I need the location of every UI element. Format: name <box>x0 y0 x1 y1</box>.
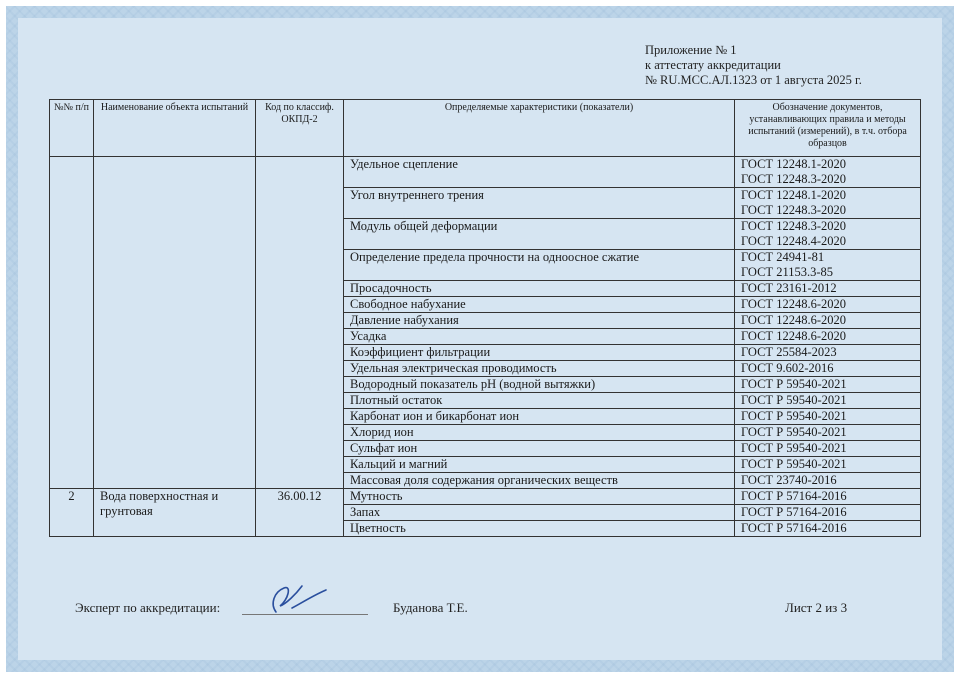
document-ref: ГОСТ Р 57164-2016 <box>741 505 847 519</box>
document-ref: ГОСТ 12248.6-2020 <box>741 313 846 327</box>
characteristic-cell: Давление набухания <box>344 313 735 329</box>
scope-table <box>49 99 921 537</box>
document-ref: ГОСТ Р 57164-2016 <box>741 521 847 535</box>
header-documents: Обозначение документов, устанавливающих правила и методы испытаний (измерений), в т.ч. отбора образцов <box>735 100 921 157</box>
document-cell <box>735 345 921 361</box>
appendix-subtitle: к аттестату аккредитации <box>645 58 781 72</box>
document-cell <box>735 521 921 537</box>
header-code: Код по классиф. ОКПД-2 <box>256 100 344 157</box>
blank-object-cell <box>94 157 256 489</box>
document-ref: ГОСТ 23161-2012 <box>741 281 837 295</box>
document-cell <box>735 393 921 409</box>
table-row <box>50 489 921 505</box>
table-body <box>50 157 921 537</box>
document-cell <box>735 297 921 313</box>
document-ref: ГОСТ Р 59540-2021 <box>741 393 847 407</box>
appendix-header <box>645 43 862 88</box>
table-header-row <box>50 100 921 157</box>
characteristic-cell: Удельная электрическая проводимость <box>344 361 735 377</box>
document-cell <box>735 441 921 457</box>
characteristic-cell: Цветность <box>344 521 735 537</box>
document-ref: ГОСТ 12248.1-2020 <box>741 188 846 202</box>
document-ref: ГОСТ 12248.6-2020 <box>741 297 846 311</box>
blank-number-cell <box>50 157 94 489</box>
document-cell <box>735 219 921 250</box>
characteristic-cell: Плотный остаток <box>344 393 735 409</box>
document-ref: ГОСТ 21153.3-85 <box>741 265 834 279</box>
characteristic-cell: Кальций и магний <box>344 457 735 473</box>
code-cell: 36.00.12 <box>256 489 344 537</box>
object-cell: Вода поверхностная и грунтовая <box>94 489 256 537</box>
document-cell <box>735 505 921 521</box>
document-cell <box>735 281 921 297</box>
document-cell <box>735 361 921 377</box>
characteristic-cell: Свободное набухание <box>344 297 735 313</box>
document-cell <box>735 188 921 219</box>
characteristic-cell: Усадка <box>344 329 735 345</box>
document-ref: ГОСТ 9.602-2016 <box>741 361 834 375</box>
characteristic-cell: Коэффициент фильтрации <box>344 345 735 361</box>
appendix-title: Приложение № 1 <box>645 43 737 57</box>
signature-image <box>262 578 332 618</box>
document-cell <box>735 250 921 281</box>
document-cell <box>735 425 921 441</box>
accreditation-number: № RU.МСС.АЛ.1323 от 1 августа 2025 г. <box>645 73 862 87</box>
document-ref: ГОСТ 12248.6-2020 <box>741 329 846 343</box>
document-ref: ГОСТ 12248.3-2020 <box>741 219 846 233</box>
document-ref: ГОСТ 12248.3-2020 <box>741 203 846 217</box>
document-cell <box>735 157 921 188</box>
page-indicator: Лист 2 из 3 <box>785 600 848 615</box>
document-cell <box>735 473 921 489</box>
characteristic-cell: Удельное сцепление <box>344 157 735 188</box>
header-characteristic: Определяемые характеристики (показатели) <box>344 100 735 157</box>
characteristic-cell: Модуль общей деформации <box>344 219 735 250</box>
characteristic-cell: Сульфат ион <box>344 441 735 457</box>
characteristic-cell: Мутность <box>344 489 735 505</box>
document-cell <box>735 457 921 473</box>
document-ref: ГОСТ Р 57164-2016 <box>741 489 847 503</box>
characteristic-cell: Хлорид ион <box>344 425 735 441</box>
document-cell <box>735 489 921 505</box>
characteristic-cell: Угол внутреннего трения <box>344 188 735 219</box>
document-ref: ГОСТ Р 59540-2021 <box>741 425 847 439</box>
document-ref: ГОСТ Р 59540-2021 <box>741 441 847 455</box>
characteristic-cell: Массовая доля содержания органических веществ <box>344 473 735 489</box>
document-cell <box>735 409 921 425</box>
characteristic-cell: Определение предела прочности на одноосное сжатие <box>344 250 735 281</box>
document-ref: ГОСТ 12248.1-2020 <box>741 157 846 171</box>
document-ref: ГОСТ 12248.3-2020 <box>741 172 846 186</box>
document-ref: ГОСТ 12248.4-2020 <box>741 234 846 248</box>
blank-code-cell <box>256 157 344 489</box>
characteristic-cell: Запах <box>344 505 735 521</box>
characteristic-cell: Водородный показатель рН (водной вытяжки) <box>344 377 735 393</box>
document-cell <box>735 377 921 393</box>
document-ref: ГОСТ Р 59540-2021 <box>741 409 847 423</box>
header-object: Наименование объекта испытаний <box>94 100 256 157</box>
document-ref: ГОСТ 25584-2023 <box>741 345 837 359</box>
document-ref: ГОСТ Р 59540-2021 <box>741 377 847 391</box>
number-cell: 2 <box>50 489 94 537</box>
document-ref: ГОСТ Р 59540-2021 <box>741 457 847 471</box>
document-ref: ГОСТ 24941-81 <box>741 250 825 264</box>
document-cell <box>735 313 921 329</box>
characteristic-cell: Карбонат ион и бикарбонат ион <box>344 409 735 425</box>
expert-label: Эксперт по аккредитации: <box>75 600 221 615</box>
characteristic-cell: Просадочность <box>344 281 735 297</box>
document-ref: ГОСТ 23740-2016 <box>741 473 837 487</box>
document-cell <box>735 329 921 345</box>
header-number: №№ п/п <box>50 100 94 157</box>
table-row <box>50 157 921 188</box>
expert-name: Буданова Т.Е. <box>393 600 468 615</box>
